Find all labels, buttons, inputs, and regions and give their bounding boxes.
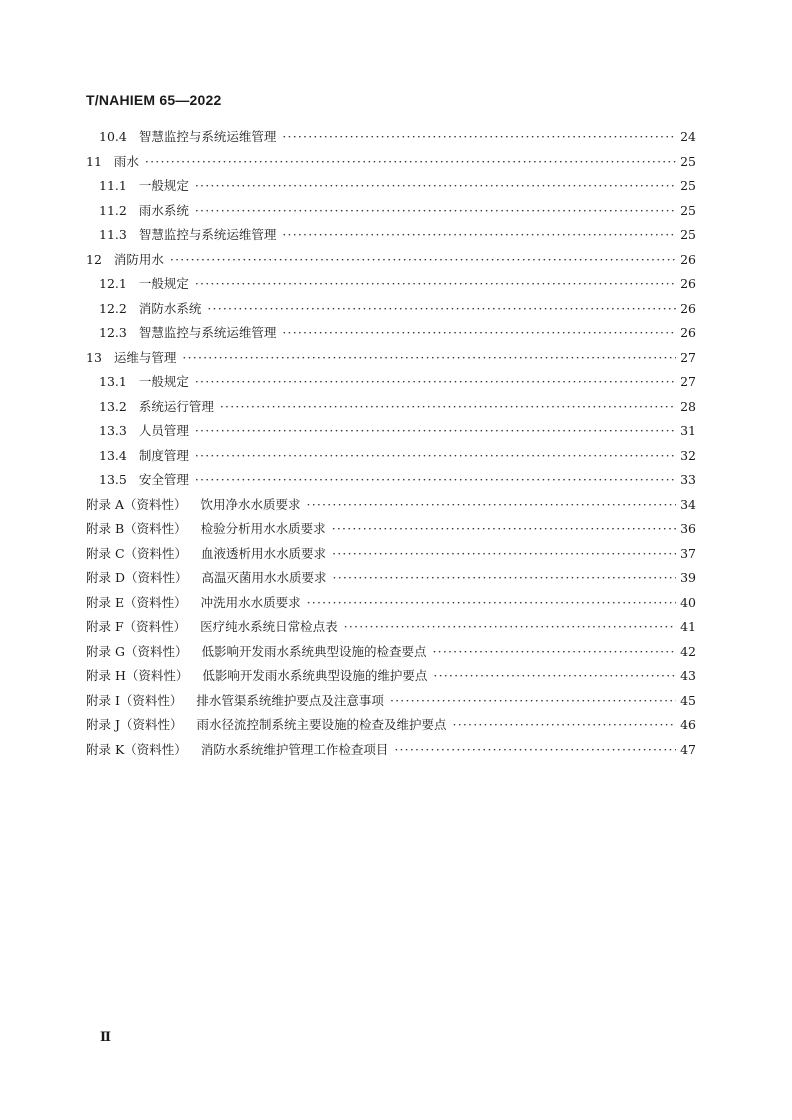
toc-entry[interactable] (86, 640, 696, 665)
toc-entry-page: 39 (680, 570, 696, 585)
toc-entry-title: 血液透析用水水质要求 (201, 545, 327, 561)
dot-leader (307, 493, 677, 518)
toc-entry[interactable] (86, 395, 696, 420)
toc-entry[interactable] (86, 419, 696, 444)
dot-leader (333, 566, 677, 591)
toc-entry-title: 检验分析用水水质要求 (200, 521, 326, 536)
toc-entry-number: 11 (86, 153, 102, 169)
toc-entry[interactable] (86, 689, 696, 714)
toc-entry-page: 32 (680, 447, 696, 463)
toc-entry-page: 46 (680, 717, 696, 732)
toc-entry-title: 低影响开发雨水系统典型设施的维护要点 (202, 668, 428, 683)
toc-entry-number: 附录 C（资料性） (86, 545, 188, 561)
toc-entry-title: 消防水系统维护管理工作检查项目 (200, 741, 389, 757)
toc-entry[interactable] (86, 199, 696, 224)
toc-entry-number: 附录 E（资料性） (86, 594, 187, 610)
toc-entry-page: 25 (680, 153, 696, 169)
toc-entry-number: 附录 G（资料性） (86, 643, 188, 659)
document-code: T/NAHIEM 65—2022 (86, 92, 222, 108)
toc-entry-page: 41 (680, 619, 696, 634)
toc-entry-title: 人员管理 (138, 423, 189, 438)
toc-entry-page: 28 (680, 398, 696, 414)
toc-entry-title: 智慧监控与系统运维管理 (138, 325, 277, 340)
dot-leader (344, 615, 676, 640)
toc-entry-page: 26 (680, 325, 696, 340)
dot-leader (453, 713, 677, 738)
dot-leader (182, 346, 676, 371)
toc-entry-title: 智慧监控与系统运维管理 (138, 129, 277, 144)
toc-entry[interactable] (86, 346, 696, 371)
toc-entry-number: 12.2 (99, 300, 127, 316)
toc-entry[interactable] (86, 248, 696, 273)
toc-entry-page: 26 (680, 251, 696, 267)
toc-entry-title: 安全管理 (138, 472, 189, 487)
toc-entry-number: 附录 K（资料性） (86, 741, 187, 757)
toc-entry[interactable] (86, 370, 696, 395)
toc-entry-title: 一般规定 (138, 178, 189, 193)
dot-leader (220, 395, 676, 420)
toc-entry-title: 智慧监控与系统运维管理 (138, 227, 277, 242)
toc-entry-title: 雨水系统 (138, 202, 189, 218)
toc-entry-title: 低影响开发雨水系统典型设施的检查要点 (201, 643, 427, 659)
dot-leader (390, 689, 676, 714)
toc-entry-title: 冲洗用水水质要求 (200, 594, 301, 610)
toc-entry[interactable] (86, 566, 696, 591)
toc-entry-number: 11.1 (99, 178, 127, 193)
toc-entry-title: 消防用水 (113, 251, 164, 267)
toc-entry-number: 附录 I（资料性） (86, 692, 183, 708)
toc-entry-number: 11.2 (99, 202, 127, 218)
toc-entry-page: 45 (680, 692, 696, 708)
toc-entry-title: 高温灭菌用水水质要求 (201, 570, 327, 585)
dot-leader (170, 248, 676, 273)
toc-entry-title: 消防水系统 (138, 300, 202, 316)
toc-entry[interactable] (86, 297, 696, 322)
dot-leader (195, 174, 676, 199)
toc-entry[interactable] (86, 664, 696, 689)
toc-entry[interactable] (86, 542, 696, 567)
toc-entry-page: 26 (680, 276, 696, 291)
toc-entry[interactable] (86, 615, 696, 640)
toc-entry-title: 饮用净水水质要求 (200, 496, 301, 512)
toc-entry-number: 10.4 (99, 129, 127, 144)
toc-entry-page: 42 (680, 643, 696, 659)
toc-entry[interactable] (86, 591, 696, 616)
toc-entry[interactable] (86, 125, 696, 150)
toc-entry-title: 一般规定 (138, 276, 189, 291)
toc-entry-number: 13.1 (99, 374, 127, 389)
dot-leader (207, 297, 676, 322)
dot-leader (282, 321, 676, 346)
toc-entry[interactable] (86, 444, 696, 469)
toc-entry-number: 12.1 (99, 276, 127, 291)
toc-entry-page: 27 (680, 374, 696, 389)
toc-entry[interactable] (86, 713, 696, 738)
dot-leader (145, 150, 676, 175)
toc-entry-title: 运维与管理 (113, 349, 177, 365)
toc-entry-number: 13.4 (99, 447, 127, 463)
toc-entry-number: 附录 F（资料性） (86, 619, 187, 634)
page-folio: Ⅱ (100, 1030, 111, 1045)
dot-leader (394, 738, 676, 763)
toc-entry-title: 一般规定 (138, 374, 189, 389)
toc-entry-number: 13 (86, 349, 102, 365)
toc-entry[interactable] (86, 493, 696, 518)
toc-entry[interactable] (86, 517, 696, 542)
toc-entry-number: 13.5 (99, 472, 127, 487)
toc-entry-page: 26 (680, 300, 696, 316)
toc-entry-number: 附录 B（资料性） (86, 521, 187, 536)
toc-entry-page: 24 (680, 129, 696, 144)
toc-entry-title: 制度管理 (138, 447, 189, 463)
toc-entry-page: 25 (680, 178, 696, 193)
toc-entry[interactable] (86, 223, 696, 248)
toc-entry-number: 附录 H（资料性） (86, 668, 189, 683)
toc-entry-page: 31 (680, 423, 696, 438)
toc-entry[interactable] (86, 321, 696, 346)
toc-entry-title: 系统运行管理 (138, 398, 214, 414)
dot-leader (195, 419, 676, 444)
toc-entry-page: 25 (680, 227, 696, 242)
dot-leader (195, 468, 676, 493)
dot-leader (195, 272, 676, 297)
dot-leader (433, 664, 676, 689)
dot-leader (282, 125, 676, 150)
toc-entry-number: 13.2 (99, 398, 127, 414)
toc-entry-page: 47 (680, 741, 696, 757)
toc-entry-number: 12 (86, 251, 102, 267)
toc-entry-number: 附录 J（资料性） (86, 717, 183, 732)
toc-entry-title: 雨水 (113, 153, 139, 169)
toc-entry-title: 医疗纯水系统日常检点表 (200, 619, 338, 634)
toc-entry[interactable] (86, 272, 696, 297)
dot-leader (195, 199, 676, 224)
toc-entry[interactable] (86, 738, 696, 763)
toc-entry-page: 43 (680, 668, 696, 683)
toc-entry-page: 33 (680, 472, 696, 487)
toc-entry-title: 雨水径流控制系统主要设施的检查及维护要点 (196, 717, 447, 732)
toc-entry-page: 27 (680, 349, 696, 365)
toc-entry-number: 11.3 (99, 227, 127, 242)
dot-leader (332, 542, 676, 567)
toc-entry[interactable] (86, 174, 696, 199)
toc-entry-page: 40 (680, 594, 696, 610)
toc-entry-page: 36 (680, 521, 696, 536)
toc-entry-number: 附录 D（资料性） (86, 570, 188, 585)
toc-entry-number: 13.3 (99, 423, 127, 438)
dot-leader (432, 640, 676, 665)
dot-leader (332, 517, 676, 542)
toc-entry-number: 附录 A（资料性） (86, 496, 187, 512)
toc-entry-page: 34 (680, 496, 696, 512)
dot-leader (195, 444, 676, 469)
dot-leader (307, 591, 676, 616)
toc-entry-title: 排水管渠系统维护要点及注意事项 (196, 692, 384, 708)
dot-leader (195, 370, 676, 395)
toc-entry[interactable] (86, 150, 696, 175)
toc-entry-number: 12.3 (99, 325, 127, 340)
dot-leader (282, 223, 676, 248)
toc-entry-page: 37 (680, 545, 696, 561)
table-of-contents (86, 125, 696, 762)
toc-entry[interactable] (86, 468, 696, 493)
toc-entry-page: 25 (680, 202, 696, 218)
